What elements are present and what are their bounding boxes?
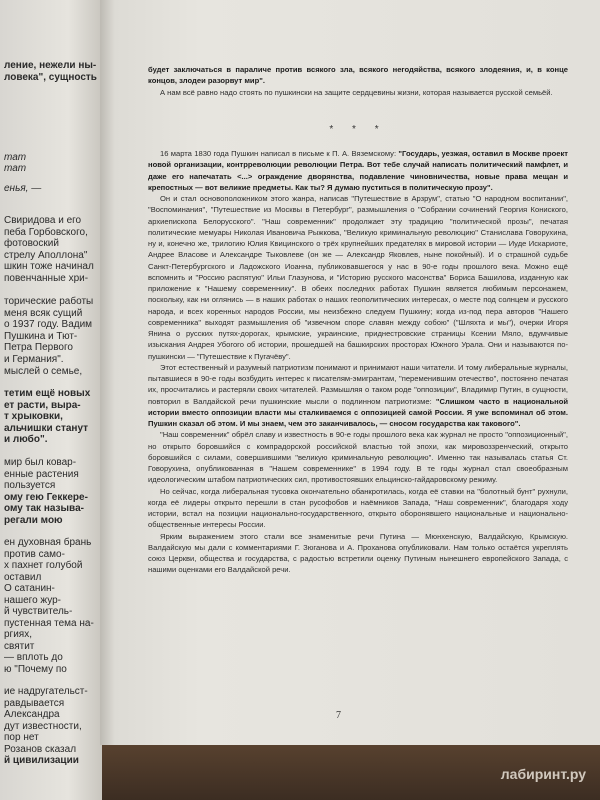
left-page-line: ому гею Геккере- xyxy=(4,492,88,503)
left-page-line: ому так называ- xyxy=(4,503,84,514)
left-page-line: й цивилизации xyxy=(4,755,79,766)
watermark-logo: лабиринт.ру xyxy=(500,766,586,782)
left-page-line: пустенная тема на- xyxy=(4,618,94,629)
left-page-line: ен духовная брань xyxy=(4,537,92,548)
left-page-line: х пахнет голубой xyxy=(4,560,83,571)
left-page-line: святит xyxy=(4,641,35,652)
left-page-line: о 1937 году. Вадим xyxy=(4,319,93,330)
left-page-line: ление, нежели ны- xyxy=(4,60,97,71)
left-page-line: Свиридова и его xyxy=(4,215,82,226)
left-page-line: ю "Почему по xyxy=(4,664,67,675)
left-page-line: О сатанин- xyxy=(4,583,55,594)
left-page-line: ргиях, xyxy=(4,629,32,640)
left-page-line: пор нет xyxy=(4,732,39,743)
body-paragraph: Ярким выражением этого стали все знаменитые речи Путина — Мюнхенскую, Валдайскую, Крымскую. Валдайскую мы дали с комментариями Г. Зюганова и А. Проханова опубликовали. Нам только остаётся укреплять союз Церкви, общества и государства, с радостью встретили оценку Путиным нынешнего европейского Запада, с нашими оценками его Валдайской речи. xyxy=(148,531,568,575)
left-page-line: ловека", сущность xyxy=(4,72,97,83)
left-page-line: Александра xyxy=(4,709,60,720)
left-page-line: и Германия". xyxy=(4,354,64,365)
left-page-line: тат xyxy=(4,163,27,174)
left-page xyxy=(0,0,102,800)
left-page-line: фотовоский xyxy=(4,238,59,249)
left-page-line: нашего жур- xyxy=(4,595,62,606)
left-page-line: мыслей о семье, xyxy=(4,366,83,377)
left-page-line: против само- xyxy=(4,549,65,560)
left-page-line: ет расти, выра- xyxy=(4,400,81,411)
body-paragraph: А нам всё равно надо стоять по пушкински на защите сердцевины жизни, которая называется русской семьёй. xyxy=(160,87,553,97)
left-page-line: тат xyxy=(4,152,27,163)
left-page-line: тетим ещё новых xyxy=(4,388,91,399)
left-page-line: т хрыковки, xyxy=(4,411,63,422)
left-page-line: равдывается xyxy=(4,698,65,709)
left-page-line: альчишки станут xyxy=(4,423,89,434)
body-paragraph: Он и стал основоположником этого жанра, написав "Путешествие в Арзрум", статью "О народном воспитании", "Воспоминания", "Путешествие из Москвы в Петербург", размышления о "Собрании сочинений Георгия Кониского, архиепископа Белорусского". "Наш современник" продолжает эту традицию "политической прозы", печатая политические мемуары Николая Ивановича Рыжкова, "Великую криминальную революцию" Станислава Говорухина, ну и, конечно же, трилогию Юлия Квицинского о трёх крупнейших предателях в мировой истории — Иуде Искариоте, Андрее Власове и Александре Тыковлеве (он же — Александр Яковлев, ныне покойный). И о страшной судьбе Санкт-Петербургского и Ладожского Иоанна, публиковавшегося у нас в 90-е годы прошлого века. Можно ещё вспомнить и "Россию распятую" Ильи Глазунова, и "Историю русского масонства" Бориса Башилова, изданную как приложение к "Нашему современнику". В обеих последних работах Пушкин является любимым персонажем, поскольку, как ни оглянись — в наших работах о наших геополитических интересах, о месте под солнцем и русского народа, и всех коренных народов России, мы неизбежно следуем Пушкину; когда из-под пера авторов "Нашего современника" выходят размышления об "извечном споре славян между собою" ("Шляхта и мы"), очерки Игоря Янина о русских путях-дорогах, крымские, украинские, приднестровские страницы Ксении Мяло, вдумчивые изыскания Андрея Убогого об истории, прошедшей на башкирских просторах Южного Урала. Они и называются по-пушкински — "Путешествие к Пугачёву". xyxy=(148,194,568,361)
left-page-line: енные растения xyxy=(4,469,79,480)
left-page-line: и любо". xyxy=(4,434,48,445)
left-page-line: ие надругательст- xyxy=(4,686,88,697)
left-page-line: стрелу Аполлона" xyxy=(4,250,88,261)
body-paragraph: Этот естественный и разумный патриотизм понимают и принимают наши читатели. И тому либеральные журналы, пытавшиеся в 90-е годы возбудить интерес к писателям-эмигрантам, "переменившим отечество", постоянно печатая их, просчитались и растеряли своих читателей. Размышляя о таком роде "оппозиции", Владимир Путин, в сущности, повторил в Валдайской речи пушкинские мысли о подлинном патриотизме: "Слишком часто в национальной истории вместо оппозиции власти мы сталкиваемся с оппозицией самой России. Я уже вспоминал об этом. Пушкин сказал об этом. И мы знаем, чем это заканчивалось, — сносом государства как такового". xyxy=(148,362,569,428)
page-number: 7 xyxy=(336,710,341,721)
left-page-line: повенчанные хри- xyxy=(4,273,89,284)
body-paragraph: будет заключаться в параличе против всякого зла, всякого негодяйства, всякого злодеяния, и, в конце концов, злодеи разорвут мир". xyxy=(148,65,568,86)
left-page-line: регали мою xyxy=(4,515,63,526)
left-page-line: енья, — xyxy=(4,183,42,194)
section-divider-stars: * * * xyxy=(329,123,387,135)
body-paragraph: "Наш современник" обрёл славу и известность в 90-е годы прошлого века как журнал не просто "оппозиционный", но открыто боровшийся с компрадорской российской властью той эпохи, как мировоззренческий, открыто боровшийся с силами, совершившими "великую криминальную революцию". Именно так называлась статья Ст. Говорухина, опубликованная в "Нашем современнике" в 1994 году. В те годы журнал стал своеобразным идеологическим штабом патриотических сил, противостоявших ельцинско-гайдаровскому режиму. xyxy=(148,430,568,485)
left-page-line: Розанов сказал xyxy=(4,744,77,755)
left-page-line: пеба Горбовского, xyxy=(4,227,88,238)
left-page-line: пользуется xyxy=(4,480,56,491)
left-page-line: й чувствитель- xyxy=(4,606,73,617)
left-page-line: дут известности, xyxy=(4,721,82,732)
left-page-line: меня всяк сущий xyxy=(4,308,83,319)
right-page xyxy=(100,0,600,745)
left-page-line: Пушкина и Тют- xyxy=(4,331,78,342)
left-page-line: Петра Первого xyxy=(4,342,73,353)
left-page-line: мир был ковар- xyxy=(4,457,77,468)
body-paragraph: 16 марта 1830 года Пушкин написал в письме к П. А. Вяземскому: "Государь, уезжая, оставил в Москве проект новой организации, контрреволюции революции Петра. Вот тебе случай написать политический памфлет, и даже его напечатать <...> ограждение дворянства, подавление чиновничества, новые права мещан и крепостных — вот великие предметы. Как ты? Я думаю пуститься в политическую прозу". xyxy=(148,149,568,192)
body-paragraph: Но сейчас, когда либеральная тусовка окончательно обанкротилась, когда её ставки на "болотный бунт" рухнули, когда её лидеры открыто перешли в стан русофобов и наёмников Запада, "Наш современник", благодаря ходу истории, встал на позиции национально-государственного, открыто оборонявшего национальные и национально-общественные интересы России. xyxy=(148,486,568,530)
left-page-line: шкин тоже начинал xyxy=(4,261,94,272)
main-text-block xyxy=(148,64,568,576)
left-page-line: торические работы xyxy=(4,296,94,307)
left-page-line: — вплоть до xyxy=(4,652,63,663)
left-page-line: оставил xyxy=(4,572,42,583)
